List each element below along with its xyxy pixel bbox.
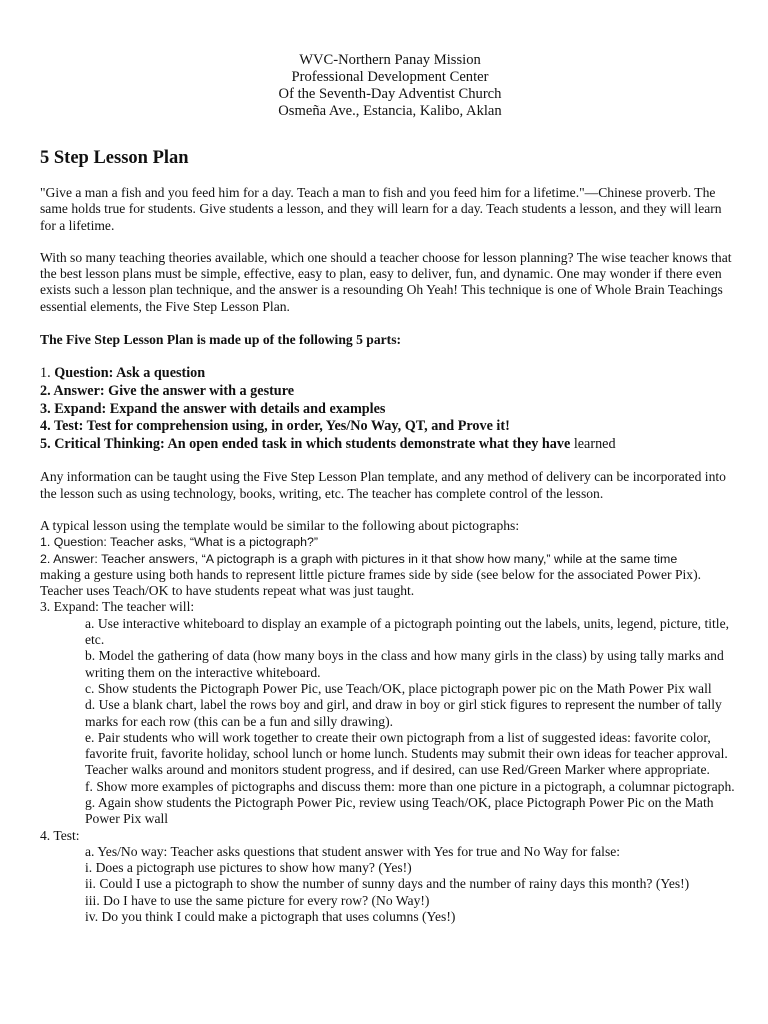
header-line-1: WVC-Northern Panay Mission [299, 52, 481, 68]
paragraph-template: Any information can be taught using the Five Step Lesson Plan template, and any method of delivery can be incorporated into the lesson such as using technology, books, writing, etc. The teacher has complete control of the lesson. [40, 469, 726, 501]
header-line-4: Osmeña Ave., Estancia, Kalibo, Aklan [278, 103, 502, 119]
lesson-answer-cont: making a gesture using both hands to represent little picture frames side by side (see below for the associated Power Pix). [40, 566, 702, 582]
lesson-test: 4. Test: [40, 827, 80, 843]
lesson-expand: 3. Expand: The teacher will: [40, 599, 195, 615]
list-item: e. Pair students who will work together to create their own pictograph from a list of suggested ideas: favorite color, favorite fruit, favorite holiday, school lunch or home lunch. Students may submit their own ideas for teacher approval. Teacher walks around and monitors student progress, and if desired, can use Red/Green Marker where appropriate. [85, 729, 728, 778]
page-title: 5 Step Lesson Plan [40, 148, 189, 168]
five-parts-list [40, 365, 740, 453]
paragraph-proverb: "Give a man a fish and you feed him for a day. Teach a man to fish and you feed him for a lifetime."—Chinese proverb. The same holds true for students. Give students a lesson, and they will learn for a day. Teach students a lesson, and they will learn for a lifetime. [40, 185, 722, 233]
paragraph-theories: With so many teaching theories available, which one should a teacher choose for lesson planning? The wise teacher knows that the best lesson plans must be simple, effective, easy to plan, easy to deliver, fun, and dynamic. One may wonder if there even exists such a lesson plan technique, and the answer is a resounding Oh Yeah! This technique is one of Whole Brain Teachings essential elements, the Five Step Lesson Plan. [40, 249, 732, 314]
header-line-3: Of the Seventh-Day Adventist Church [278, 86, 502, 102]
list-item: a. Yes/No way: Teacher asks questions that student answer with Yes for true and No Way for false: [85, 843, 621, 859]
list-item: i. Does a pictograph use pictures to show how many? (Yes!) [85, 860, 412, 876]
lesson-example [40, 518, 740, 925]
part-item: 3. Expand: Expand the answer with details and examples [40, 400, 386, 417]
list-item: iii. Do I have to use the same picture for every row? (No Way!) [85, 892, 430, 908]
list-item: f. Show more examples of pictographs and discuss them: more than one picture in a pictograph, a columnar pictograph. [85, 778, 735, 794]
list-item: d. Use a blank chart, label the rows boy and girl, and draw in boy or girl stick figures to represent the number of tally marks for each row (this can be a fun and silly drawing). [85, 697, 722, 729]
part-item: 2. Answer: Give the answer with a gesture [40, 382, 295, 399]
lesson-answer-cont-2: Teacher uses Teach/OK to have students repeat what was just taught. [40, 583, 415, 599]
document-header [40, 52, 740, 120]
paragraph-parts-intro: The Five Step Lesson Plan is made up of the following 5 parts: [40, 332, 402, 348]
header-line-2: Professional Development Center [291, 69, 489, 85]
list-item: b. Model the gathering of data (how many boys in the class and how many girls in the class) by using tally marks and writing them on the interactive whiteboard. [85, 648, 724, 680]
document-page [40, 52, 740, 925]
expand-items [40, 616, 740, 828]
list-item: iv. Do you think I could make a pictograph that uses columns (Yes!) [85, 909, 456, 925]
list-item: ii. Could I use a pictograph to show the number of sunny days and the number of rainy days this month? (Yes!) [85, 876, 690, 892]
part-item: 4. Test: Test for comprehension using, in order, Yes/No Way, QT, and Prove it! [40, 418, 510, 435]
lesson-intro: A typical lesson using the template would be similar to the following about pictographs: [40, 517, 520, 533]
list-item: c. Show students the Pictograph Power Pic, use Teach/OK, place pictograph power pic on the Math Power Pix wall [85, 680, 712, 696]
test-items [40, 844, 740, 925]
list-item: a. Use interactive whiteboard to display an example of a pictograph pointing out the labels, units, legend, picture, title, etc. [85, 615, 730, 648]
lesson-question: 1. Question: Teacher asks, “What is a pictograph?” [40, 535, 319, 550]
list-item: g. Again show students the Pictograph Power Pic, review using Teach/OK, place Pictograph Power Pic on the Math Power Pix wall [85, 794, 714, 827]
part-item: 5. Critical Thinking: An open ended task in which students demonstrate what they have learned [40, 435, 616, 452]
part-item: 1. Question: Ask a question [40, 365, 206, 382]
lesson-answer: 2. Answer: Teacher answers, “A pictograph is a graph with pictures in it that show how many,” while at the same time [40, 551, 678, 566]
